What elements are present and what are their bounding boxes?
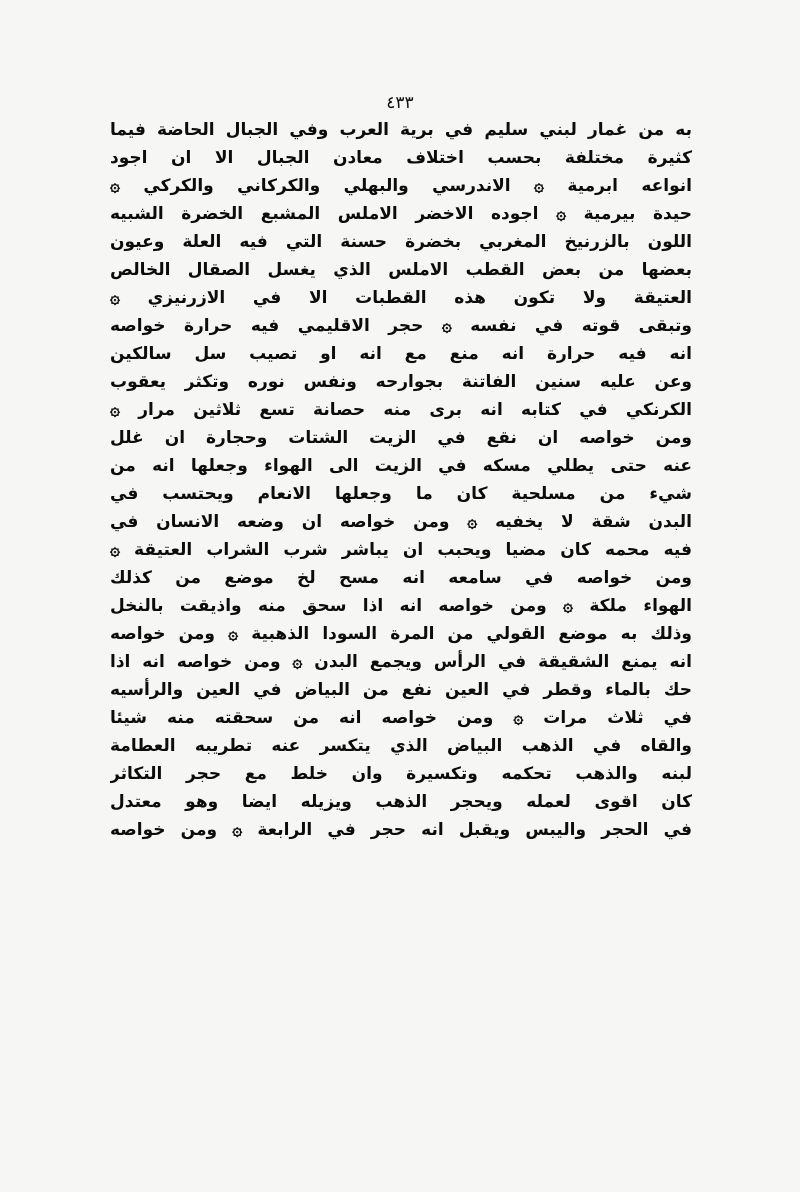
text-line: في الحجر واليبس ويقبل انه حجر في الرابعة ۞ ومن خواصه [110,820,692,840]
text-line: لبنه والذهب تحكمه وتكسيرة وان خلط مع حجر التكاثر [110,764,692,784]
text-line: وعن عليه سنين الفاتنة بجوارحه ونفس نوره وتكثر يعقوب [110,372,692,392]
text-line: كان اقوى لعمله ويحجر الذهب ويزيله ايضا وهو معتدل [110,792,692,812]
text-line: اللون بالزرنيخ المغربي بخضرة حسنة التي فيه العلة وعيون [110,232,692,252]
text-line: في ثلاث مرات ۞ ومن خواصه انه من سحقته منه شيئا [110,708,692,728]
text-line: كثيرة مختلفة بحسب اختلاف معادن الجبال الا ان اجود [110,148,692,168]
text-line: الكرنكي في كتابه انه برى منه حصانة تسع ثلاثين مرار ۞ [110,400,692,420]
text-line: شيء من مسلحية كان ما وجعلها الانعام ويحتسب في [110,484,692,504]
text-line: به من غمار لبني سليم في برية العرب وفي الجبال الحاضة فيما [110,120,692,140]
text-line: انه يمنع الشقيقة في الرأس ويجمع البدن ۞ ومن خواصه انه اذا [110,652,692,672]
text-line: والقاه في الذهب البياض الذي يتكسر عنه تطريبه العطامة [110,736,692,756]
text-line: حك بالماء وقطر في العين نفع من البياض في العين والرأسيه [110,680,692,700]
text-line: وذلك به موضع القولي من المرة السودا الذهبية ۞ ومن خواصه [110,624,692,644]
arabic-text-body [110,116,692,844]
text-line: العتيقة ولا تكون هذه القطبات الا في الازرنيزي ۞ [110,288,692,308]
text-line: الهواء ملكة ۞ ومن خواصه انه اذا سحق منه واذيقت بالنخل [110,596,692,616]
text-line: ومن خواصه في سامعه انه مسح لخ موضع من كذلك [110,568,692,588]
text-line: عنه حتى يطلي مسكه في الزيت الى الهواء وجعلها انه من [110,456,692,476]
text-line: بعضها من بعض القطب الاملس الذي يغسل الصقال الخالص [110,260,692,280]
page-number: ٤٣٣ [386,93,414,113]
text-line: وتبقى قوته في نفسه ۞ حجر الاقليمي فيه حرارة خواصه [110,316,692,336]
text-line: البدن شقة لا يخفيه ۞ ومن خواصه ان وضعه الانسان في [110,512,692,532]
text-line: انواعه ابرمية ۞ الاندرسي والبهلي والكركاني والكركي ۞ [110,176,692,196]
text-line: انه فيه حرارة انه منع مع انه او تصيب سل سالكين [110,344,692,364]
text-line: حيدة بيرمية ۞ اجوده الاخضر الاملس المشبع الخضرة الشبيه [110,204,692,224]
text-line: ومن خواصه ان نقع في الزيت الشتات وحجارة ان غلل [110,428,692,448]
text-line: فيه محمه كان مضيا ويحبب ان يباشر شرب الشراب العتيقة ۞ [110,540,692,560]
